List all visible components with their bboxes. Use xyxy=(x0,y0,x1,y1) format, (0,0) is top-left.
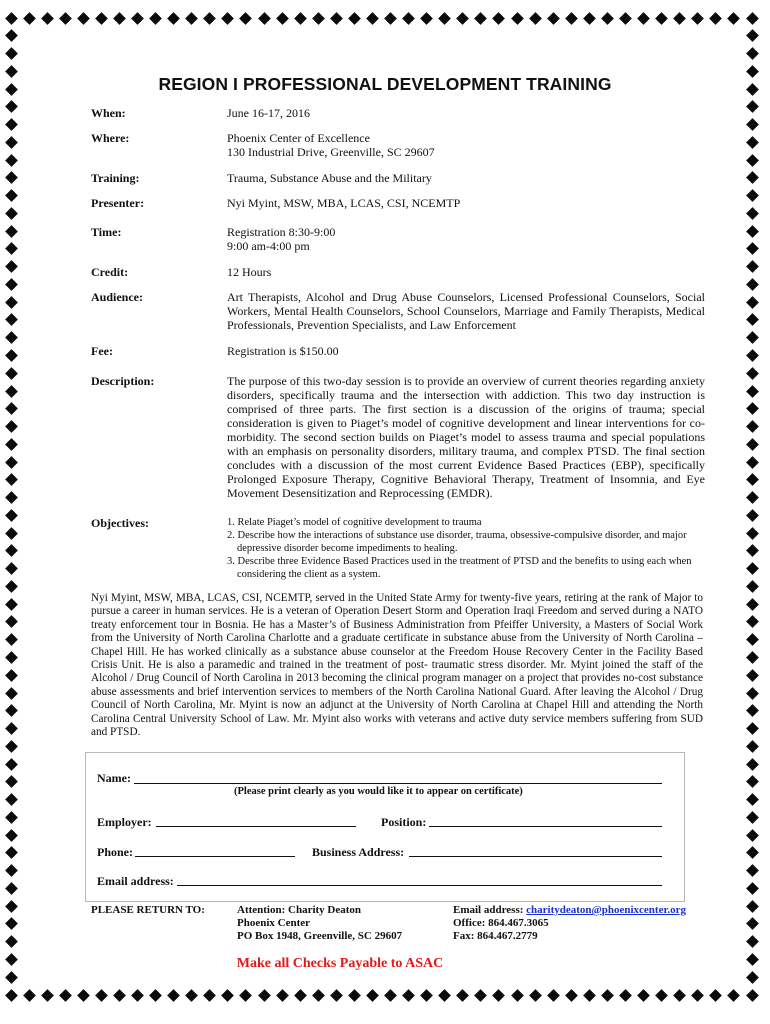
objectives-list xyxy=(227,516,705,581)
email-label: Email address: xyxy=(97,874,174,888)
employer-label: Employer: xyxy=(97,815,152,829)
time-line-1: Registration 8:30-9:00 xyxy=(227,225,336,239)
when-value: June 16-17, 2016 xyxy=(227,106,310,120)
audience-value: Art Therapists, Alcohol and Drug Abuse Counselors, Licensed Professional Counselors, Social Workers, Mental Health Counselors, School Counselors, Marriage and Family Therapists, Medical Professionals, Prevention Specialists, and Law Enforcement xyxy=(227,290,705,332)
training-value: Trauma, Substance Abuse and the Military xyxy=(227,171,432,185)
return-email-label: Email address: xyxy=(453,904,524,916)
return-org: Phoenix Center xyxy=(237,917,311,929)
return-address: PO Box 1948, Greenville, SC 29607 xyxy=(237,930,403,942)
employer-field[interactable] xyxy=(156,826,356,827)
return-fax: Fax: 864.467.2779 xyxy=(453,930,538,942)
time-value xyxy=(227,225,705,253)
position-label: Position: xyxy=(381,815,427,829)
credit-label: Credit: xyxy=(91,265,129,279)
return-attention: Attention: Charity Deaton xyxy=(237,904,362,916)
where-label: Where: xyxy=(91,131,130,145)
position-field[interactable] xyxy=(429,826,662,827)
presenter-value: Nyi Myint, MSW, MBA, LCAS, CSI, NCEMTP xyxy=(227,196,461,210)
objective-item: 2. Describe how the interactions of substance use disorder, trauma, obsessive-compulsive disorder, and major depressive disorder become impediments to healing. xyxy=(227,530,687,554)
phone-field[interactable] xyxy=(135,856,295,857)
objective-item: 3. Describe three Evidence Based Practices used in the treatment of PTSD and the benefits to using each when considering the client as a system. xyxy=(227,556,692,580)
return-contact-block xyxy=(237,904,402,943)
description-value: The purpose of this two-day session is to provide an overview of current theories regarding anxiety disorders, specifically trauma and the intersection with addiction. This two day instruction is comprised of three parts. The first section is a discussion of the origins of trauma; special consideration is given to Piaget’s model of cognitive development and linear interventions for co-morbidity. The second section builds on Piaget’s model to assess trauma and special populations with an emphasis on personality disorders, military trauma, and complex PTSD. The final section concludes with a discussion of the most current Evidence Based Practices (EBP), specifically Prolonged Exposure Therapy, Cognitive Behavioral Therapy, Treatment of Insomnia, and Eye Movement Desensitization and Reprocessing (EMDR). xyxy=(227,374,705,500)
presenter-label: Presenter: xyxy=(91,196,145,210)
training-label: Training: xyxy=(91,171,140,185)
objective-item: 1. Relate Piaget’s model of cognitive development to trauma xyxy=(227,517,482,528)
checks-payable-note: Make all Checks Payable to ASAC xyxy=(236,956,444,971)
description-label: Description: xyxy=(91,374,155,388)
audience-label: Audience: xyxy=(91,290,143,304)
return-email-line xyxy=(453,904,686,917)
where-line-2: 130 Industrial Drive, Greenville, SC 29607 xyxy=(227,145,435,159)
name-note: (Please print clearly as you would like it to appear on certificate) xyxy=(234,786,523,797)
name-label: Name: xyxy=(97,771,131,785)
time-label: Time: xyxy=(91,225,122,239)
when-label: When: xyxy=(91,106,126,120)
name-field[interactable] xyxy=(134,783,662,784)
fee-value: Registration is $150.00 xyxy=(227,344,339,358)
email-field[interactable] xyxy=(177,885,662,886)
where-value xyxy=(227,131,705,159)
time-line-2: 9:00 am-4:00 pm xyxy=(227,239,310,253)
fee-label: Fee: xyxy=(91,344,113,358)
return-email-link[interactable]: charitydeaton@phoenixcenter.org xyxy=(526,904,686,916)
phone-label: Phone: xyxy=(97,845,133,859)
business-address-field[interactable] xyxy=(409,856,662,857)
credit-value: 12 Hours xyxy=(227,265,272,279)
presenter-bio: Nyi Myint, MSW, MBA, LCAS, CSI, NCEMTP, served in the United State Army for twenty-five years, retiring at the rank of Major to pursue a career in human services. He is a veteran of Operation Desert Storm and Operation Iraqi Freedom and served during a NATO treaty enforcement tour in Bosnia. He has a Master’s of Business Administration from Pfeiffer University, a Masters of Social Work from the University of North Carolina Charlotte and a graduate certificate in substance abuse from the University of North Carolina – Chapel Hill. He has worked clinically as a substance abuse counselor at the Freedom House Recovery Center in the Facility Based Crisis Unit. He is also a paramedic and trained in the treatment of post- traumatic stress disorder. Mr. Myint joined the staff of the Alcohol / Drug Council of North Carolina in 2013 becoming the clinical program manager on a project that provides no-cost substance abuse assessments and brief intervention services to members of the North Carolina National Guard. After leaving the Alcohol / Drug Council of North Carolina, Mr. Myint is now an adjunct at the University of North Carolina at Chapel Hill and attending the North Carolina Central University School of Law. Mr. Myint also works with veterans and active duty service members suffering from SUD and PTSD. xyxy=(91,592,703,739)
return-contact-info xyxy=(453,904,686,943)
return-to-label: PLEASE RETURN TO: xyxy=(91,904,205,916)
objectives-label: Objectives: xyxy=(91,516,149,530)
return-office: Office: 864.467.3065 xyxy=(453,917,549,929)
business-address-label: Business Address: xyxy=(312,845,405,859)
where-line-1: Phoenix Center of Excellence xyxy=(227,131,370,145)
page-title: REGION I PROFESSIONAL DEVELOPMENT TRAINING xyxy=(158,74,612,94)
